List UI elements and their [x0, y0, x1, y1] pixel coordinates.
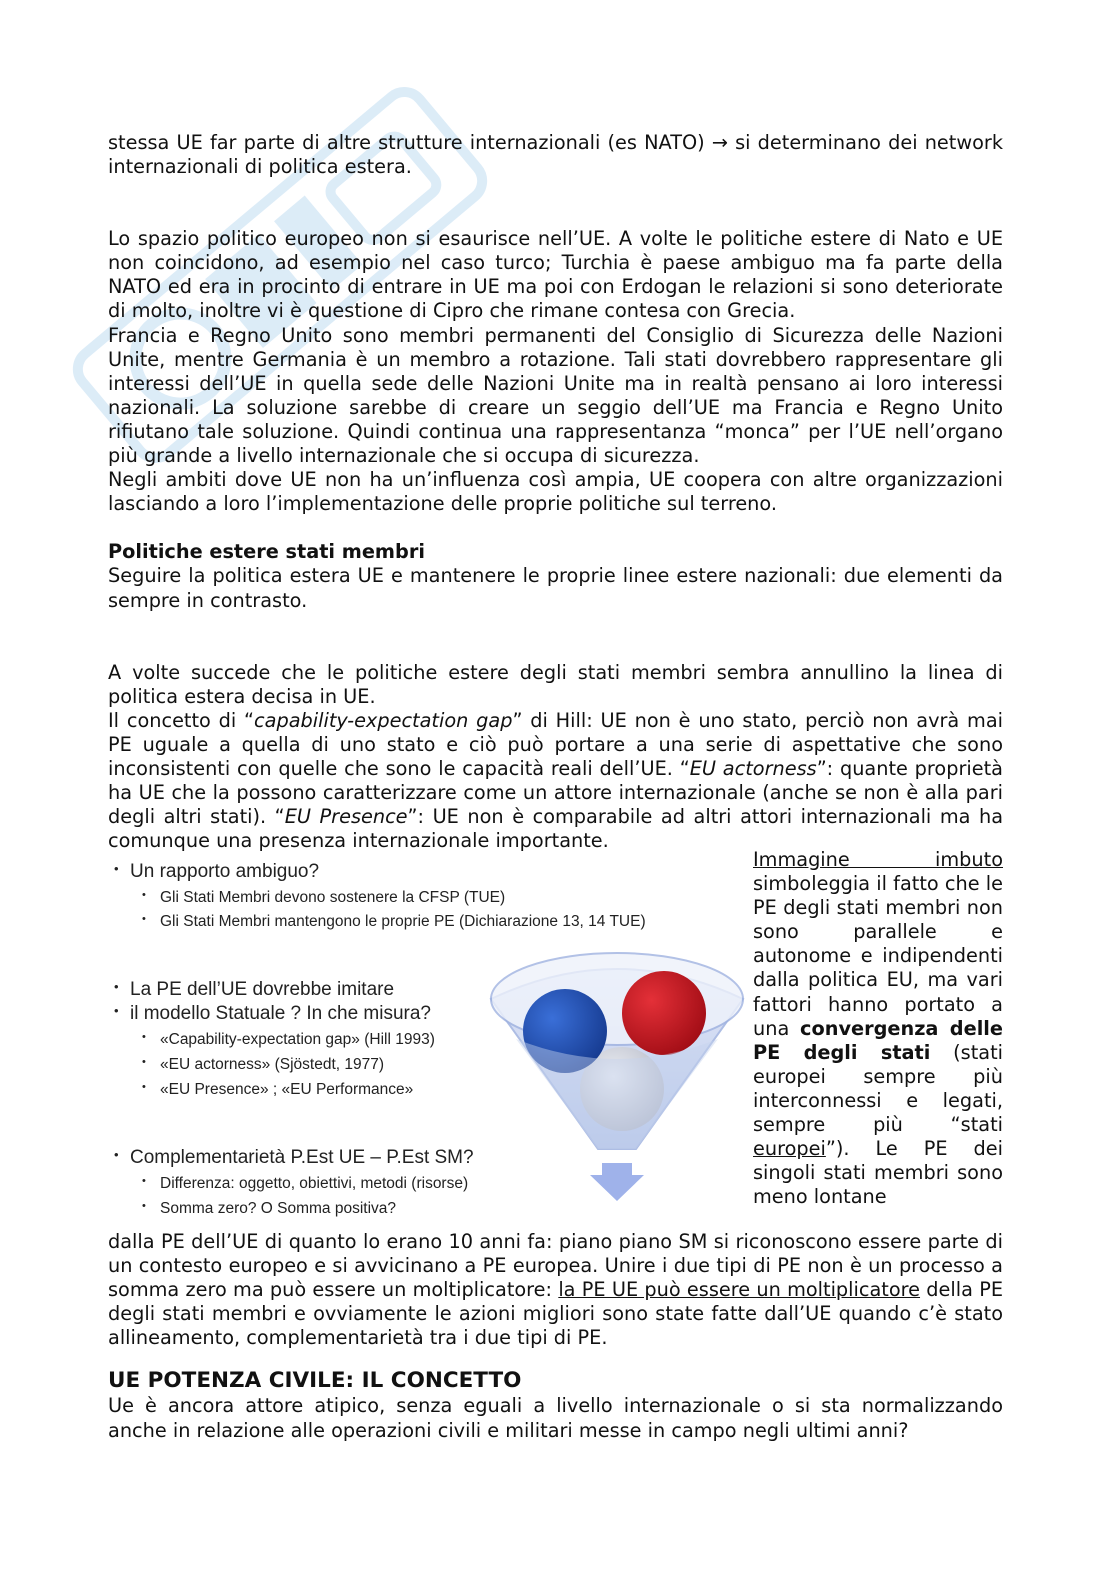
- paragraph-contrasto: Seguire la politica estera UE e mantenere le proprie linee estere nazionali: due elementi da sempre in contrasto.: [108, 564, 1003, 612]
- text-run: ”). Le PE dei singoli stati membri sono meno lontane: [753, 1137, 1003, 1209]
- text-run-underlined: la PE UE può essere un moltiplicatore: [558, 1278, 921, 1302]
- term-eu-presence: EU Presence: [284, 805, 408, 829]
- slide-subbullet: • «EU actorness» (Sjöstedt, 1977): [146, 1056, 384, 1074]
- text-run: dalla PE dell’UE di quanto lo erano 10 anni fa: piano piano SM si riconoscono essere parte di un contesto europeo e si avvicinano a PE europea. Unire i due tipi di PE non è un processo a somma zero ma può essere un moltiplicatore:: [108, 1230, 1003, 1302]
- side-column-text: [753, 848, 1003, 1209]
- paragraph-attore-atipico: Ue è ancora attore atipico, senza eguali a livello internazionale o si sta normalizzando anche in relazione alle operazioni civili e militari messe in campo negli ultimi anni?: [108, 1394, 1003, 1442]
- funnel-diagram: [486, 949, 748, 1209]
- document-body-continued: [108, 1230, 1003, 1443]
- text-run: (stati europei sempre più interconnessi e legati, sempre più “stati: [753, 1040, 1003, 1137]
- slide-subbullet: • «EU Presence» ; «EU Performance»: [146, 1081, 413, 1099]
- paragraph-cooperazione: Negli ambiti dove UE non ha un’influenza così ampia, UE coopera con altre organizzazioni lasciando a loro l’implementazione delle proprie politiche sul terreno.: [108, 468, 1003, 516]
- text-run: ”: UE non è comparabile ad altri attori internazionali ma ha comunque una presenza internazionale importante.: [108, 805, 1004, 853]
- text-run: Il concetto di “: [108, 708, 255, 732]
- slide-subbullet: • Gli Stati Membri devono sostenere la CFSP (TUE): [146, 889, 505, 907]
- paragraph-spazio-politico: Lo spazio politico europeo non si esaurisce nell’UE. A volte le politiche estere di Nato e UE non coincidono, ad esempio nel caso turco; Turchia è paese ambiguo ma fa parte della NATO ed era in procinto di entrare in UE ma poi con Erdogan le relazioni si sono deteriorate di molto, inoltre vi è questione di Cipro che rimane contesa con Grecia.: [108, 227, 1003, 323]
- text-run-underlined: europei: [753, 1137, 826, 1161]
- text-run: ” di Hill: UE non è uno stato, perciò non avrà mai PE uguale a quella di uno stato e ciò può portare a una serie di aspettative che sono inconsistenti con quelle che sono le capacità reali dell’UE. “: [108, 708, 1003, 780]
- document-body: [108, 131, 1003, 853]
- term-eu-actorness: EU actorness: [689, 756, 817, 780]
- down-arrow-icon: [590, 1163, 644, 1201]
- text-run-underlined: Immagine imbuto: [753, 848, 1003, 871]
- red-sphere: [622, 971, 706, 1055]
- section-heading-potenza-civile: UE POTENZA CIVILE: IL CONCETTO: [108, 1368, 522, 1394]
- slide-bullet: • Complementarietà P.Est UE – P.Est SM?: [116, 1147, 474, 1169]
- slide-subbullet: • Somma zero? O Somma positiva?: [146, 1200, 396, 1218]
- paragraph-consiglio-sicurezza: Francia e Regno Unito sono membri permanenti del Consiglio di Sicurezza delle Nazioni Unite, mentre Germania è un membro a rotazione. Tali stati dovrebbero rappresentare gli interessi dell’UE in quella sede delle Nazioni Unite ma in realtà pensano ai loro interessi nazionali. La soluzione sarebbe di creare un seggio dell’UE ma Francia e Regno Unito rifiutano tale soluzione. Quindi continua una rappresentanza “monca” per l’UE nell’organo più grande a livello internazionale che si occupa di sicurezza.: [108, 323, 1003, 468]
- text-run: ”: quante proprietà ha UE che la possono caratterizzare come un attore internazionale (anche se non è alla pari degli altri stati). “: [108, 756, 1003, 829]
- paragraph-moltiplicatore: [108, 1230, 1003, 1350]
- section-heading-politiche-estere: Politiche estere stati membri: [108, 540, 425, 564]
- slide-subbullet: • Differenza: oggetto, obiettivi, metodi (risorse): [146, 1175, 468, 1193]
- text-run: della PE degli stati membri e ovviamente le azioni migliori sono state fatte dall’UE quando c’è stato allineamento, complementarietà tra i due tipi di PE.: [108, 1278, 1004, 1350]
- slide-subbullet: • «Capability-expectation gap» (Hill 1993): [146, 1031, 435, 1049]
- text-run-bold: convergenza delle PE degli stati: [753, 1016, 1003, 1064]
- paragraph-annullino: A volte succede che le politiche estere degli stati membri sembra annullino la linea di politica estera decisa in UE.: [108, 660, 1003, 708]
- paragraph-nato-network: stessa UE far parte di altre strutture internazionali (es NATO) → si determinano dei network internazionali di politica estera.: [108, 131, 1003, 179]
- slide-subbullet: • Gli Stati Membri mantengono le proprie PE (Dichiarazione 13, 14 TUE): [146, 913, 646, 931]
- slide-bullet: • Un rapporto ambiguo?: [116, 861, 319, 883]
- term-capability-gap: capability-expectation gap: [254, 708, 513, 732]
- paragraph-capability-gap: [108, 709, 1003, 854]
- text-run: simboleggia il fatto che le PE degli stati membri non sono parallele e autonome e indipendenti dalla politica EU, ma vari fattori hanno portato a una: [753, 872, 1003, 1040]
- slide-bullet-continuation: • il modello Statuale ? In che misura?: [116, 1003, 431, 1025]
- slide-bullet: • La PE dell’UE dovrebbe imitare: [116, 979, 394, 1001]
- slide-image: [108, 857, 748, 1229]
